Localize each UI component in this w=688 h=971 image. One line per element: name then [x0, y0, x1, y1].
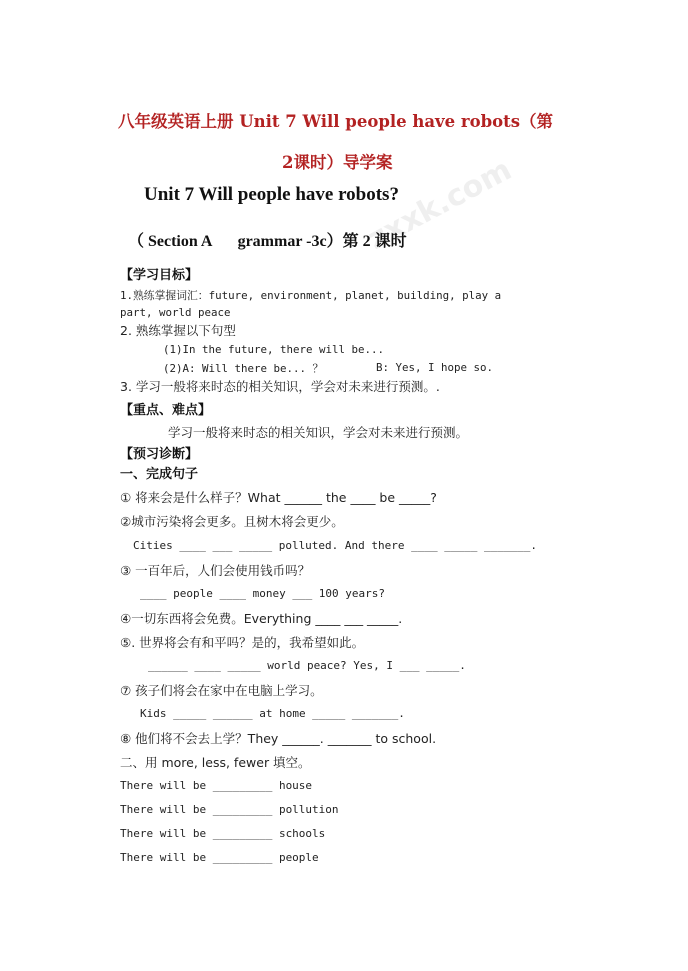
question-7: ⑦ 孩子们将会在家中在电脑上学习。: [120, 683, 323, 698]
goal-item-1a: 1.熟练掌握词汇：future, environment, planet, building, play a: [120, 289, 502, 302]
key-text: 学习一般将来时态的相关知识，学会对未来进行预测。: [168, 425, 469, 440]
question-1: ① 将来会是什么样子？What ______ the ____ be _____?: [120, 490, 437, 505]
watermark: zxxk.com: [362, 152, 518, 257]
goal-item-3: 3. 学习一般将来时态的相关知识，学会对未来进行预测。.: [120, 379, 440, 394]
fill-line-1: There will be _________ house: [120, 779, 313, 792]
section-label: [128, 228, 407, 251]
question-7-en: Kids _____ ______ at home _____ _______.: [140, 707, 405, 720]
doc-title-line2: 2课时）导学案: [282, 153, 393, 172]
goal-item-2-2a: (2)A: Will there be... ？: [163, 362, 324, 375]
goal-item-2-1: (1)In the future, there will be...: [163, 343, 385, 356]
doc-title-line1: 八年级英语上册 Unit 7 Will people have robots（第: [118, 112, 554, 131]
part2-heading: 二、用 more, less, fewer 填空。: [120, 755, 311, 770]
question-5-en: ______ ____ _____ world peace? Yes, I ___ _____.: [148, 659, 466, 672]
doc-subtitle: Unit 7 Will people have robots?: [144, 184, 399, 205]
goals-heading: 【学习目标】: [120, 268, 199, 283]
preview-heading: 【预习诊断】: [120, 447, 199, 462]
fill-line-4: There will be _________ people: [120, 851, 319, 864]
fill-line-2: There will be _________ pollution: [120, 803, 339, 816]
fill-line-3: There will be _________ schools: [120, 827, 326, 840]
section-open: （ Section A: [128, 233, 212, 250]
question-4: ④一切东西将会免费。Everything ____ ___ _____.: [120, 611, 403, 626]
question-3: ③ 一百年后，人们会使用钱币吗？: [120, 563, 311, 578]
goal-item-1b: part, world peace: [120, 306, 231, 319]
question-2-en: Cities ____ ___ _____ polluted. And there ____ _____ _______.: [133, 539, 537, 552]
goal-item-2: 2. 熟练掌握以下句型: [120, 323, 236, 338]
question-2: ②城市污染将会更多。且树木将会更少。: [120, 514, 344, 529]
part1-heading: 一、完成句子: [120, 467, 199, 482]
question-5: ⑤. 世界将会有和平吗？是的，我希望如此。: [120, 635, 365, 650]
question-8: ⑧ 他们将不会去上学？They ______. _______ to school.: [120, 731, 437, 746]
key-heading: 【重点、难点】: [120, 403, 212, 418]
section-topic: grammar -3c）第 2 课时: [237, 233, 407, 250]
goal-item-2-2b: B: Yes, I hope so.: [376, 361, 494, 374]
question-3-en: ____ people ____ money ___ 100 years?: [140, 587, 386, 600]
